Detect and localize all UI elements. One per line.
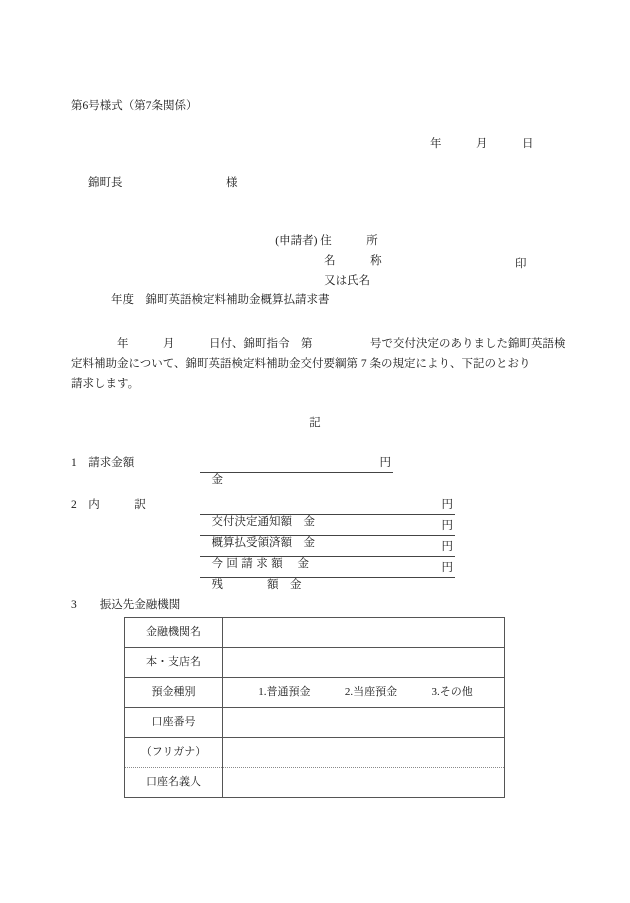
bank-row-label-institution: 金融機関名 [125,618,223,648]
item-2-row-3-prefix: 金 [290,578,302,591]
item-2-row-3-name-a: 残 [211,578,223,591]
bank-row-value-deposit-type [223,678,505,708]
item-2-row-3-name-b: 額 [267,578,279,591]
body-line-1: 年 月 日付、錦町指令 第 号で交付決定のありました錦町英語検 [71,338,566,350]
table-row [125,768,505,798]
applicant-block [258,216,527,287]
item-2-row-1-suffix: 円 [441,520,453,532]
form-number: 第6号様式（第7条関係） [71,100,198,112]
applicant-personname-label: 又は氏名 [275,274,371,287]
item-2-row-balance[interactable] [200,557,455,591]
item-1-amount-field[interactable] [200,455,393,486]
seal-mark: 印 [515,258,527,270]
deposit-option-ordinary[interactable]: 1.普通預金 [258,685,311,698]
bank-row-value-account-holder[interactable] [223,768,505,798]
bank-row-value-branch[interactable] [223,648,505,678]
item-2-row-1-prefix: 金 [303,536,315,549]
item-3-label: 3 振込先金融機関 [71,599,181,611]
addressee-line: 錦町長 様 [88,177,238,189]
body-line-3: 請求します。 [71,378,140,390]
bank-row-label-branch: 本・支店名 [125,648,223,678]
deposit-option-current[interactable]: 2.当座預金 [344,685,398,698]
bank-row-label-deposit-type: 預金種別 [125,678,223,708]
item-1-currency-suffix: 円 [379,457,391,469]
applicant-name-label: 名 称 [275,254,382,267]
table-row [125,648,505,678]
table-row [125,708,505,738]
date-line: 年 月 日 [430,138,534,150]
bank-row-value-furigana[interactable] [223,738,505,768]
ki-mark: 記 [309,417,321,429]
bank-row-value-account-number[interactable] [223,708,505,738]
item-2-row-0-prefix: 金 [303,515,315,528]
item-2-row-0-name: 交付決定通知額 [211,515,292,528]
item-1-label: 1 請求金額 [71,457,135,469]
deposit-type-options [233,685,504,701]
document-title: 年度 錦町英語検定料補助金概算払請求書 [111,294,330,306]
item-2-row-grant-decision[interactable] [200,497,455,528]
item-2-row-advance-received[interactable] [200,515,455,549]
bank-row-label-account-holder: 口座名義人 [125,768,223,798]
item-2-row-2-suffix: 円 [441,541,453,553]
applicant-address-label: (申請者) 住 所 [275,234,378,247]
bank-row-label-account-number: 口座番号 [125,708,223,738]
item-2-row-current-claim[interactable] [200,536,455,570]
table-row [125,618,505,648]
item-2-row-0-suffix: 円 [441,499,453,511]
bank-row-label-furigana: （フリガナ） [125,738,223,768]
bank-row-value-institution[interactable] [223,618,505,648]
applicant-personname-row [258,256,527,287]
item-2-row-1-name: 概算払受領済額 [211,536,292,549]
table-row [125,678,505,708]
body-line-2: 定料補助金について、錦町英語検定料補助金交付要綱第 7 条の規定により、下記のとおり [71,358,531,370]
deposit-option-other[interactable]: 3.その他 [431,685,473,698]
item-2-row-2-prefix: 金 [297,557,309,570]
item-2-row-2-name: 今回請求額 [211,557,286,570]
table-row [125,738,505,768]
bank-account-table [124,617,505,798]
applicant-address-row [258,216,382,247]
item-2-label: 2 内 訳 [71,499,146,511]
body-paragraph [71,334,566,394]
item-2-row-3-suffix: 円 [441,562,453,574]
item-1-currency-prefix: 金 [211,473,223,486]
applicant-name-row [258,236,382,267]
